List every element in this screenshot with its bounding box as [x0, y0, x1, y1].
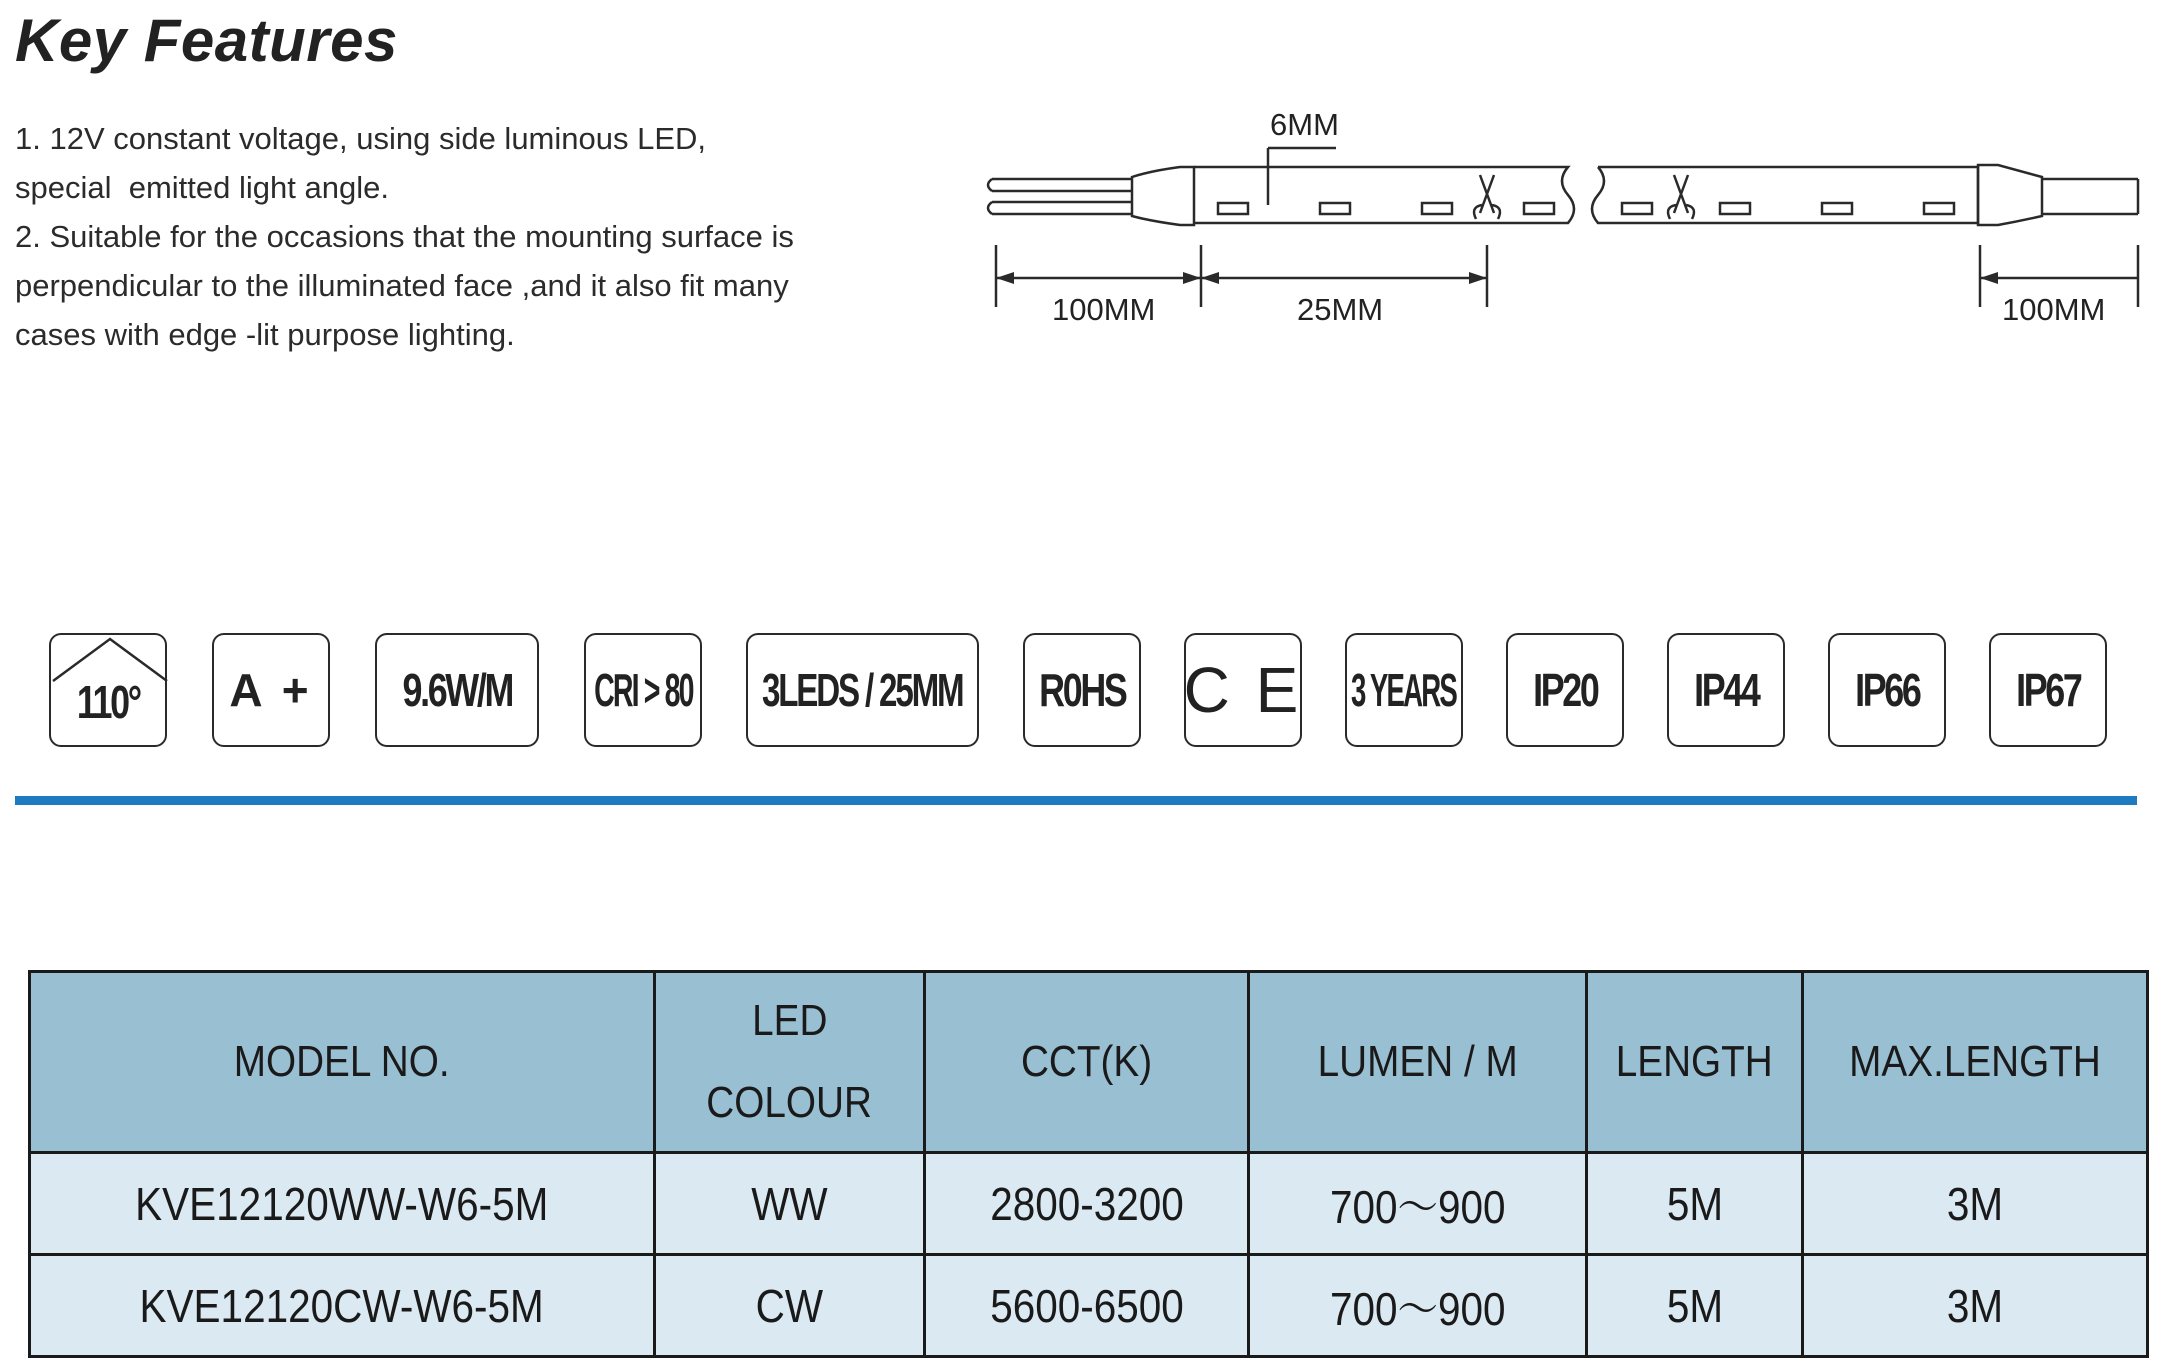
badge-power: 9.6W/M — [375, 633, 539, 747]
right-end-cap — [1978, 165, 2042, 225]
strip-body-left — [1194, 167, 1574, 223]
cell-colour: WW — [655, 1153, 925, 1255]
badge-energy-class: A + — [212, 633, 330, 747]
col-header-cct: CCT(K) — [925, 972, 1249, 1153]
cell-length: 5M — [1587, 1255, 1803, 1357]
badge-ip67: IP67 — [1989, 633, 2107, 747]
cell-colour: CW — [655, 1255, 925, 1357]
cell-cct: 2800-3200 — [925, 1153, 1249, 1255]
col-header-length: LENGTH — [1587, 972, 1803, 1153]
cell-cct: 5600-6500 — [925, 1255, 1249, 1357]
feature-line: cases with edge -lit purpose lighting. — [15, 317, 515, 352]
feature-line: special emitted light angle. — [15, 170, 389, 205]
table-header-row — [30, 972, 2148, 1153]
led-chip — [1720, 203, 1750, 214]
cut-mark-icon — [1474, 175, 1500, 219]
cell-length: 5M — [1587, 1153, 1803, 1255]
badge-ce — [1184, 633, 1302, 747]
table-row — [30, 1255, 2148, 1357]
cell-lumen: 700～900 — [1249, 1153, 1587, 1255]
led-chip — [1822, 203, 1852, 214]
badge-ip66: IP66 — [1828, 633, 1946, 747]
led-chip — [1422, 203, 1452, 214]
lead-right-label: 100MM — [2002, 292, 2106, 327]
badge-beam-angle: 110° — [49, 633, 167, 747]
spec-table — [28, 970, 2149, 1358]
badge-cri: CRI > 80 — [584, 633, 702, 747]
ce-mark-icon: C E — [1183, 654, 1303, 726]
col-header-max-length: MAX.LENGTH — [1803, 972, 2148, 1153]
led-chip — [1524, 203, 1554, 214]
badge-ip20: IP20 — [1506, 633, 1624, 747]
col-header-model: MODEL NO. — [30, 972, 655, 1153]
page-title: Key Features — [15, 7, 398, 74]
led-strip-diagram — [980, 95, 2140, 335]
feature-line: 2. Suitable for the occasions that the mounting surface is — [15, 219, 794, 254]
led-chip — [1320, 203, 1350, 214]
cell-max-length: 3M — [1803, 1153, 2148, 1255]
badge-rohs: R0HS — [1023, 633, 1141, 747]
led-chip — [1622, 203, 1652, 214]
cell-max-length: 3M — [1803, 1255, 2148, 1357]
lead-left-label: 100MM — [1052, 292, 1156, 327]
feature-line: 1. 12V constant voltage, using side luminous LED, — [15, 121, 707, 156]
feature-line: perpendicular to the illuminated face ,and it also fit many — [15, 268, 789, 303]
table-row — [30, 1153, 2148, 1255]
cut-mark-icon — [1668, 175, 1694, 219]
col-header-lumen: LUMEN / M — [1249, 972, 1587, 1153]
badge-ip44: IP44 — [1667, 633, 1785, 747]
led-chip — [1218, 203, 1248, 214]
pitch-label: 6MM — [1270, 107, 1339, 142]
badge-led-density: 3LEDS / 25MM — [746, 633, 979, 747]
led-chip — [1924, 203, 1954, 214]
cell-lumen: 700～900 — [1249, 1255, 1587, 1357]
cell-model: KVE12120CW-W6-5M — [30, 1255, 655, 1357]
section-divider — [15, 796, 2137, 805]
cell-model: KVE12120WW-W6-5M — [30, 1153, 655, 1255]
left-end-cap — [1132, 167, 1194, 225]
badge-warranty: 3 YEARS — [1345, 633, 1463, 747]
cut-section-label: 25MM — [1297, 292, 1384, 327]
col-header-led-colour: LED COLOUR — [655, 972, 925, 1153]
features-list — [15, 114, 875, 359]
